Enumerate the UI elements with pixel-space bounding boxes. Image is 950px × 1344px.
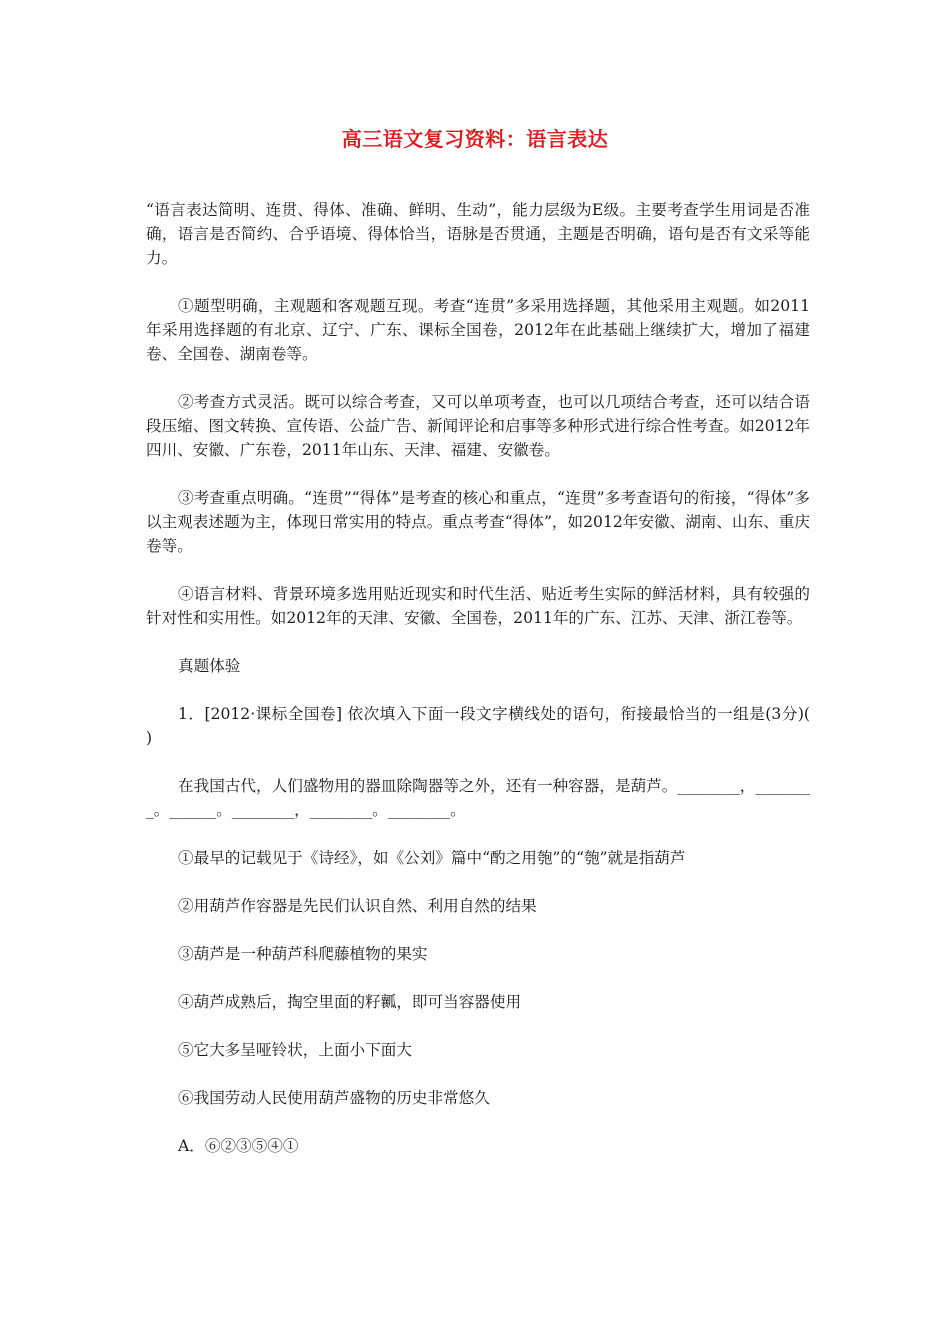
option-sentence-5: ⑤它大多呈哑铃状，上面小下面大 (178, 1041, 412, 1059)
point-2-paragraph: ②考查方式灵活。既可以综合考查，又可以单项考查，也可以几项结合考查，还可以结合语段压缩、图文转换、宣传语、公益广告、新闻评论和启事等多种形式进行综合性考查。如2012年四川、安徽、广东卷，2011年山东、天津、福建、安徽卷。 (146, 393, 810, 459)
section-heading: 真题体验 (178, 657, 241, 675)
point-1-paragraph: ①题型明确，主观题和客观题互现。考查“连贯”多采用选择题，其他采用主观题。如2011年采用选择题的有北京、辽宁、广东、课标全国卷，2012年在此基础上继续扩大，增加了福建卷、全国卷、湖南卷等。 (146, 297, 810, 363)
option-sentence-4: ④葫芦成熟后，掏空里面的籽瓤，即可当容器使用 (178, 993, 522, 1011)
option-sentence-2: ②用葫芦作容器是先民们认识自然、利用自然的结果 (178, 897, 537, 915)
answer-choice-a: A．⑥②③⑤④① (178, 1137, 299, 1155)
intro-paragraph: “语言表达简明、连贯、得体、准确、鲜明、生动”，能力层级为E级。主要考查学生用词是否准确，语言是否简约、合乎语境、得体恰当，语脉是否贯通，主题是否明确，语句是否有文采等能力。 (146, 201, 810, 267)
point-4-paragraph: ④语言材料、背景环境多选用贴近现实和时代生活、贴近考生实际的鲜活材料，具有较强的针对性和实用性。如2012年的天津、安徽、全国卷，2011年的广东、江苏、天津、浙江卷等。 (146, 585, 810, 627)
document-title: 高三语文复习资料：语言表达 (341, 127, 609, 151)
document-body (146, 198, 842, 1182)
option-sentence-6: ⑥我国劳动人民使用葫芦盛物的历史非常悠久 (178, 1089, 490, 1107)
question-passage: 在我国古代，人们盛物用的器皿除陶器等之外，还有一种容器，是葫芦。________，________。______。________，________。________。 (146, 777, 810, 819)
question-stem: 1．[2012·课标全国卷] 依次填入下面一段文字横线处的语句，衔接最恰当的一组是(3分)( ) (146, 705, 842, 747)
point-3-paragraph: ③考查重点明确。“连贯”“得体”是考查的核心和重点，“连贯”多考查语句的衔接，“得体”多以主观表述题为主，体现日常实用的特点。重点考查“得体”，如2012年安徽、湖南、山东、重庆卷等。 (146, 489, 810, 555)
option-sentence-3: ③葫芦是一种葫芦科爬藤植物的果实 (178, 945, 428, 963)
option-sentence-1: ①最早的记载见于《诗经》，如《公刘》篇中“酌之用匏”的“匏”就是指葫芦 (178, 849, 686, 867)
